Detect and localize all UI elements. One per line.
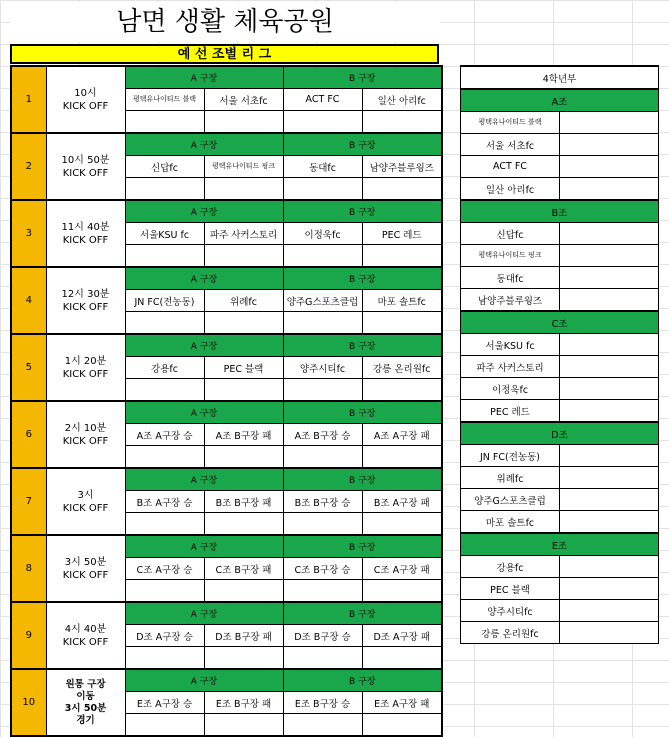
team-cell: C조 A구장 승 <box>125 558 204 580</box>
score-cell[interactable] <box>283 312 362 335</box>
group-team-name: ACT FC <box>461 156 560 178</box>
kickoff-time <box>46 133 125 200</box>
field-label-a: A 구장 <box>125 66 283 89</box>
kickoff-time <box>46 267 125 334</box>
team-cell: JN FC(전농동) <box>125 290 204 312</box>
score-cell[interactable] <box>125 714 204 737</box>
score-cell[interactable] <box>204 312 283 335</box>
page-title: 남면 생활 체육공원 <box>10 2 440 42</box>
time-line: 원통 구장 <box>65 678 106 690</box>
match-header-row <box>11 133 442 156</box>
team-cell: 평택유나이티드 핑크 <box>204 156 283 178</box>
team-cell: 동대fc <box>283 156 362 178</box>
match-number: 2 <box>11 133 46 200</box>
group-team-row <box>461 289 659 312</box>
time-value: 3시 <box>77 489 94 501</box>
team-cell: D조 A구장 승 <box>125 625 204 647</box>
group-result-cell[interactable] <box>560 378 659 400</box>
score-cell[interactable] <box>362 446 442 469</box>
group-team-name: PEC 레드 <box>461 400 560 423</box>
time-line: 3시 50분 <box>64 702 107 714</box>
score-cell[interactable] <box>125 647 204 670</box>
time-value: 2시 10분 <box>64 422 107 434</box>
match-header-row <box>11 669 442 692</box>
field-label-a: A 구장 <box>125 669 283 692</box>
score-cell[interactable] <box>283 111 362 134</box>
field-label-a: A 구장 <box>125 468 283 491</box>
match-header-row <box>11 535 442 558</box>
match-number: 4 <box>11 267 46 334</box>
kickoff-label: KICK OFF <box>62 234 109 246</box>
match-number: 1 <box>11 66 46 133</box>
time-line: 이동 <box>76 690 95 702</box>
time-value: 1시 20분 <box>64 355 107 367</box>
group-team-row <box>461 511 659 534</box>
group-result-cell[interactable] <box>560 156 659 178</box>
team-cell: 마포 솔트fc <box>362 290 442 312</box>
kickoff-time <box>46 468 125 535</box>
group-team-row <box>461 489 659 511</box>
kickoff-time <box>46 401 125 468</box>
group-team-name: 양주시티fc <box>461 600 560 622</box>
team-cell: A조 A구장 승 <box>125 424 204 446</box>
team-cell: B조 A구장 승 <box>125 491 204 513</box>
match-number: 10 <box>11 669 46 736</box>
score-cell[interactable] <box>283 245 362 268</box>
score-cell[interactable] <box>283 446 362 469</box>
time-line: 경기 <box>76 714 95 726</box>
team-cell: 남양주블루윙즈 <box>362 156 442 178</box>
team-cell: E조 B구장 패 <box>204 692 283 714</box>
group-result-cell[interactable] <box>560 289 659 312</box>
field-label-b: B 구장 <box>283 401 442 424</box>
kickoff-time <box>46 200 125 267</box>
field-label-b: B 구장 <box>283 669 442 692</box>
time-value: 12시 30분 <box>61 288 110 300</box>
kickoff-time <box>46 535 125 602</box>
kickoff-label: KICK OFF <box>62 502 109 514</box>
group-team-name: 평택유나이티드 핑크 <box>461 245 560 267</box>
field-label-b: B 구장 <box>283 602 442 625</box>
group-header-row <box>461 200 659 223</box>
score-cell[interactable] <box>283 178 362 201</box>
score-cell[interactable] <box>362 379 442 402</box>
score-cell[interactable] <box>283 714 362 737</box>
schedule-table <box>10 65 443 737</box>
field-label-a: A 구장 <box>125 267 283 290</box>
group-team-row <box>461 400 659 423</box>
score-cell[interactable] <box>362 178 442 201</box>
team-cell: 위례fc <box>204 290 283 312</box>
group-team-name: 동대fc <box>461 267 560 289</box>
field-label-b: B 구장 <box>283 66 442 89</box>
score-cell[interactable] <box>204 714 283 737</box>
group-result-cell[interactable] <box>560 134 659 156</box>
field-label-b: B 구장 <box>283 200 442 223</box>
score-cell[interactable] <box>204 446 283 469</box>
time-value: 3시 50분 <box>64 556 107 568</box>
score-cell[interactable] <box>362 647 442 670</box>
kickoff-label: KICK OFF <box>62 167 109 179</box>
match-header-row <box>11 66 442 89</box>
team-cell: 파주 사커스토리 <box>204 223 283 245</box>
kickoff-label: KICK OFF <box>62 636 109 648</box>
kickoff-label: KICK OFF <box>62 368 109 380</box>
group-result-cell[interactable] <box>560 356 659 378</box>
team-cell: C조 B구장 승 <box>283 558 362 580</box>
score-cell[interactable] <box>204 245 283 268</box>
group-team-row <box>461 112 659 134</box>
score-cell[interactable] <box>362 245 442 268</box>
group-name: D조 <box>461 422 659 445</box>
field-label-b: B 구장 <box>283 468 442 491</box>
group-team-row <box>461 267 659 289</box>
score-cell[interactable] <box>204 513 283 536</box>
group-team-row <box>461 245 659 267</box>
group-result-cell[interactable] <box>560 400 659 423</box>
score-cell[interactable] <box>283 379 362 402</box>
group-result-cell[interactable] <box>560 445 659 467</box>
score-cell[interactable] <box>125 446 204 469</box>
score-cell[interactable] <box>204 580 283 603</box>
group-result-cell[interactable] <box>560 112 659 134</box>
kickoff-label: KICK OFF <box>62 569 109 581</box>
kickoff-time <box>46 66 125 133</box>
group-name: E조 <box>461 533 659 556</box>
team-cell: ACT FC <box>283 89 362 111</box>
match-number: 9 <box>11 602 46 669</box>
group-result-cell[interactable] <box>560 267 659 289</box>
group-team-name: 파주 사커스토리 <box>461 356 560 378</box>
time-value: 4시 40분 <box>64 623 107 635</box>
score-cell[interactable] <box>362 580 442 603</box>
time-value: 10시 50분 <box>61 154 110 166</box>
group-team-row <box>461 622 659 644</box>
team-cell: 양주G스포츠클럽 <box>283 290 362 312</box>
field-label-a: A 구장 <box>125 133 283 156</box>
score-cell[interactable] <box>125 111 204 134</box>
team-cell: 일산 아리fc <box>362 89 442 111</box>
score-cell[interactable] <box>125 312 204 335</box>
field-label-a: A 구장 <box>125 401 283 424</box>
score-cell[interactable] <box>125 580 204 603</box>
group-team-row <box>461 178 659 201</box>
match-header-row <box>11 468 442 491</box>
group-result-cell[interactable] <box>560 245 659 267</box>
score-cell[interactable] <box>125 379 204 402</box>
kickoff-label: KICK OFF <box>62 435 109 447</box>
score-cell[interactable] <box>125 178 204 201</box>
group-result-cell[interactable] <box>560 622 659 644</box>
team-cell: B조 B구장 패 <box>204 491 283 513</box>
time-value: 11시 40분 <box>61 221 110 233</box>
group-header-row <box>461 422 659 445</box>
team-cell: D조 A구장 패 <box>362 625 442 647</box>
match-number: 6 <box>11 401 46 468</box>
match-number: 8 <box>11 535 46 602</box>
group-team-row <box>461 467 659 489</box>
group-team-name: JN FC(전농동) <box>461 445 560 467</box>
group-result-cell[interactable] <box>560 600 659 622</box>
team-cell: PEC 레드 <box>362 223 442 245</box>
group-team-name: 강용fc <box>461 556 560 578</box>
group-result-cell[interactable] <box>560 511 659 534</box>
group-header-row <box>461 533 659 556</box>
group-team-name: 신답fc <box>461 223 560 245</box>
team-cell: 신답fc <box>125 156 204 178</box>
group-team-name: 평택유나이티드 블랙 <box>461 112 560 134</box>
team-cell: 양주시티fc <box>283 357 362 379</box>
group-team-row <box>461 334 659 356</box>
score-cell[interactable] <box>362 111 442 134</box>
team-cell: A조 A구장 패 <box>362 424 442 446</box>
score-cell[interactable] <box>204 379 283 402</box>
score-cell[interactable] <box>204 111 283 134</box>
score-cell[interactable] <box>283 647 362 670</box>
group-header-row <box>461 89 659 112</box>
team-cell: 강용fc <box>125 357 204 379</box>
division-row <box>461 66 659 89</box>
team-cell: PEC 블랙 <box>204 357 283 379</box>
score-cell[interactable] <box>283 580 362 603</box>
match-number: 7 <box>11 468 46 535</box>
score-cell[interactable] <box>362 714 442 737</box>
team-cell: 평택유나이티드 블랙 <box>125 89 204 111</box>
match-number: 5 <box>11 334 46 401</box>
group-team-name: 이정욱fc <box>461 378 560 400</box>
field-label-b: B 구장 <box>283 267 442 290</box>
team-cell: 강릉 온리원fc <box>362 357 442 379</box>
group-result-cell[interactable] <box>560 467 659 489</box>
group-team-row <box>461 356 659 378</box>
kickoff-time <box>46 669 125 736</box>
match-header-row <box>11 334 442 357</box>
score-cell[interactable] <box>362 312 442 335</box>
field-label-b: B 구장 <box>283 334 442 357</box>
group-result-cell[interactable] <box>560 178 659 201</box>
score-cell[interactable] <box>283 513 362 536</box>
team-cell: A조 B구장 승 <box>283 424 362 446</box>
field-label-b: B 구장 <box>283 535 442 558</box>
team-cell: B조 A구장 패 <box>362 491 442 513</box>
group-result-cell[interactable] <box>560 578 659 600</box>
group-team-row <box>461 445 659 467</box>
group-team-row <box>461 556 659 578</box>
group-name: C조 <box>461 311 659 334</box>
field-label-b: B 구장 <box>283 133 442 156</box>
team-cell: C조 B구장 패 <box>204 558 283 580</box>
team-cell: A조 B구장 패 <box>204 424 283 446</box>
group-header-row <box>461 311 659 334</box>
group-name: A조 <box>461 89 659 112</box>
group-team-row <box>461 378 659 400</box>
match-header-row <box>11 602 442 625</box>
kickoff-time <box>46 334 125 401</box>
group-team-row <box>461 578 659 600</box>
division-title: 4학년부 <box>461 66 659 89</box>
team-cell: 이정욱fc <box>283 223 362 245</box>
group-team-name: 강릉 온리원fc <box>461 622 560 644</box>
field-label-a: A 구장 <box>125 535 283 558</box>
group-team-name: 서울 서초fc <box>461 134 560 156</box>
group-team-name: PEC 블랙 <box>461 578 560 600</box>
score-cell[interactable] <box>204 178 283 201</box>
team-cell: 서울 서초fc <box>204 89 283 111</box>
group-result-cell[interactable] <box>560 489 659 511</box>
kickoff-label: KICK OFF <box>62 301 109 313</box>
match-header-row <box>11 267 442 290</box>
league-title: 예 선 조별 리 그 <box>10 44 439 64</box>
kickoff-time <box>46 602 125 669</box>
group-team-row <box>461 223 659 245</box>
match-header-row <box>11 401 442 424</box>
group-team-row <box>461 134 659 156</box>
group-team-row <box>461 600 659 622</box>
team-cell: E조 A구장 승 <box>125 692 204 714</box>
group-result-cell[interactable] <box>560 334 659 356</box>
score-cell[interactable] <box>362 513 442 536</box>
group-team-row <box>461 156 659 178</box>
score-cell[interactable] <box>125 245 204 268</box>
field-label-a: A 구장 <box>125 334 283 357</box>
team-cell: D조 B구장 승 <box>283 625 362 647</box>
team-cell: E조 A구장 패 <box>362 692 442 714</box>
match-header-row <box>11 200 442 223</box>
score-cell[interactable] <box>125 513 204 536</box>
team-cell: C조 A구장 패 <box>362 558 442 580</box>
group-team-name: 양주G스포츠클럽 <box>461 489 560 511</box>
team-cell: E조 B구장 승 <box>283 692 362 714</box>
match-number: 3 <box>11 200 46 267</box>
team-cell: D조 B구장 패 <box>204 625 283 647</box>
group-result-cell[interactable] <box>560 223 659 245</box>
field-label-a: A 구장 <box>125 200 283 223</box>
group-table <box>460 65 659 644</box>
kickoff-label: KICK OFF <box>62 100 109 112</box>
time-value: 10시 <box>74 87 97 99</box>
group-result-cell[interactable] <box>560 556 659 578</box>
score-cell[interactable] <box>204 647 283 670</box>
team-cell: B조 B구장 승 <box>283 491 362 513</box>
group-team-name: 마포 솔트fc <box>461 511 560 534</box>
group-name: B조 <box>461 200 659 223</box>
group-team-name: 일산 아리fc <box>461 178 560 201</box>
field-label-a: A 구장 <box>125 602 283 625</box>
group-team-name: 서울KSU fc <box>461 334 560 356</box>
team-cell: 서울KSU fc <box>125 223 204 245</box>
group-team-name: 위례fc <box>461 467 560 489</box>
group-team-name: 남양주블루윙즈 <box>461 289 560 312</box>
